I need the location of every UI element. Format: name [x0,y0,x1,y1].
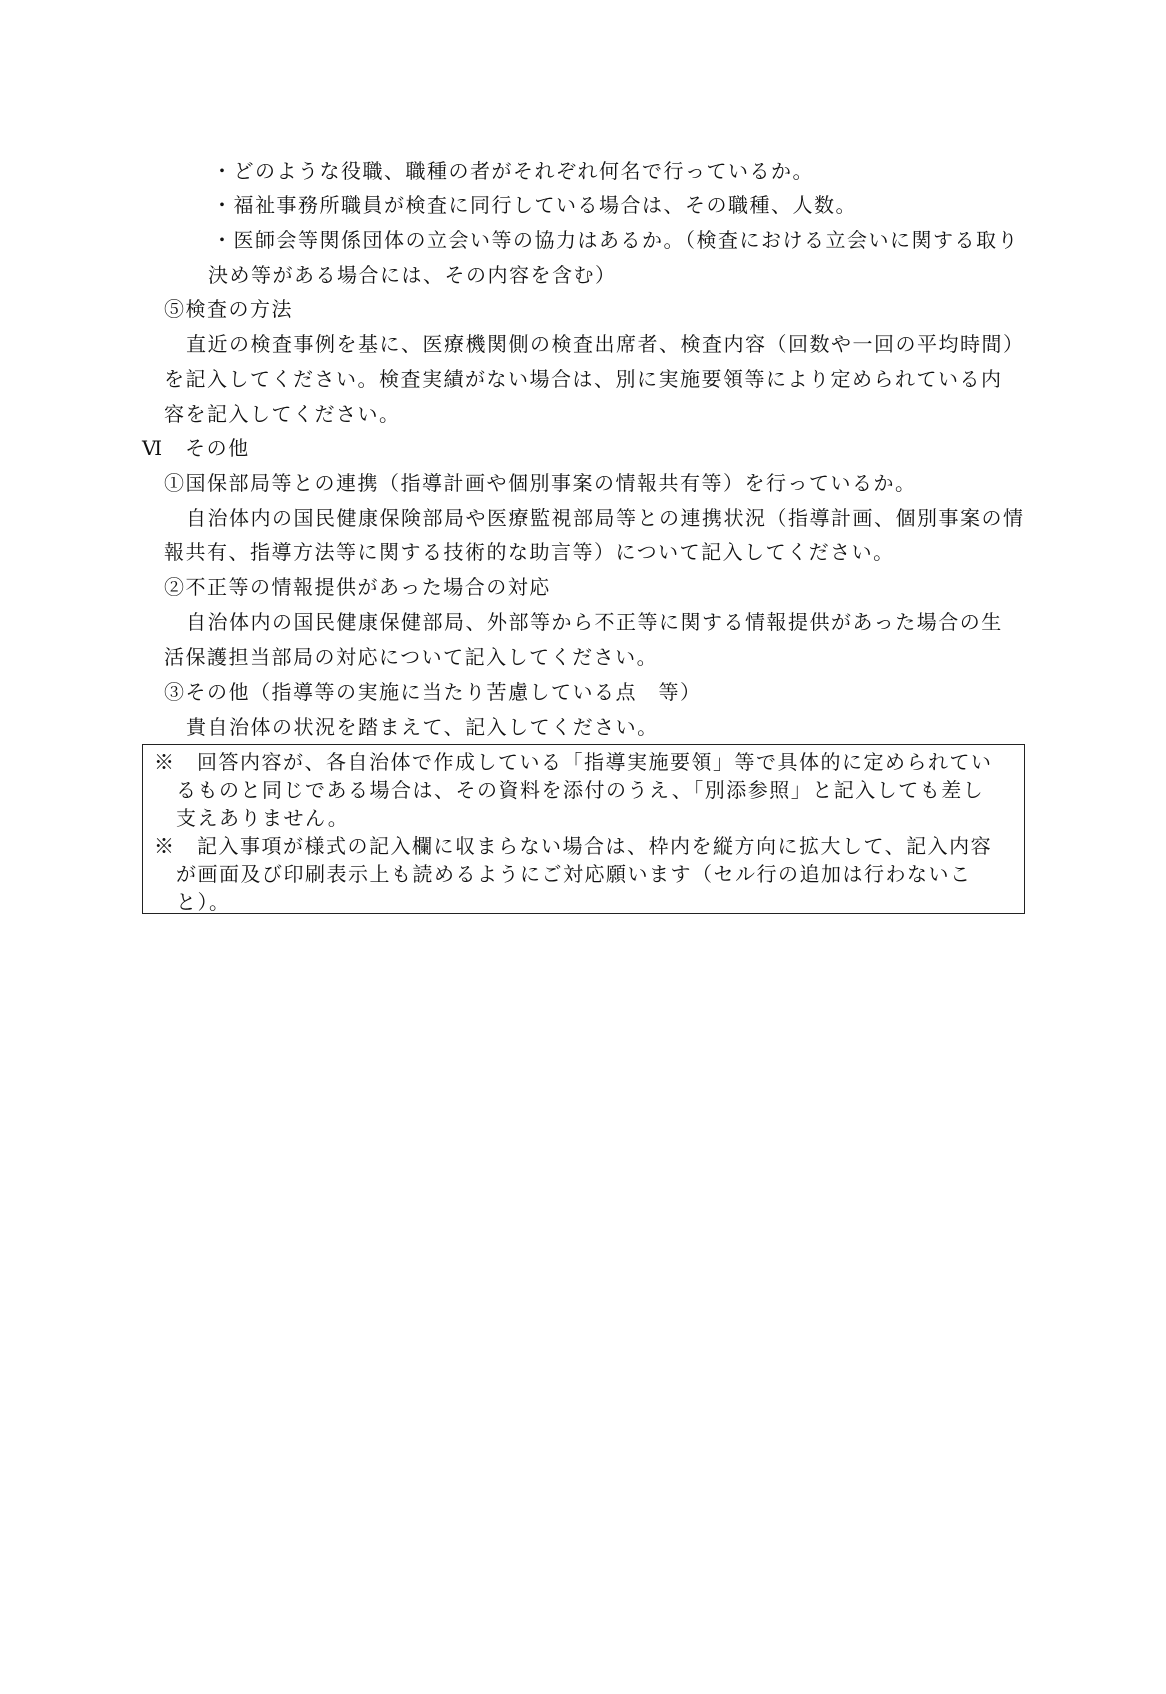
note2-line3: と）。 [176,890,231,914]
item3-heading: ③その他（指導等の実施に当たり苦慮している点 等） [164,680,702,704]
item3-text: 貴自治体の状況を踏まえて、記入してください。 [186,715,659,739]
note2-line1: ※ 記入事項が様式の記入欄に収まらない場合は、枠内を縦方向に拡大して、記入内容 [154,834,993,858]
item2-heading: ②不正等の情報提供があった場合の対応 [164,575,551,599]
item2-text-line2: 活保護担当部局の対応について記入してください。 [164,645,659,669]
item5-text-line3: 容を記入してください。 [164,402,401,426]
item1-heading: ①国保部局等との連携（指導計画や個別事案の情報共有等）を行っているか。 [164,471,917,495]
note1-line2: るものと同じである場合は、その資料を添付のうえ、「別添参照」と記入しても差し [176,778,985,802]
bullet-medical-association-line1: ・医師会等関係団体の立会い等の協力はあるか。（検査における立会いに関する取り [212,228,1019,252]
section6-heading: Ⅵ その他 [142,436,250,460]
note1-line3: 支えありません。 [176,806,350,830]
note1-line1: ※ 回答内容が、各自治体で作成している「指導実施要領」等で具体的に定められてい [154,750,993,774]
bullet-staff-composition: ・どのような役職、職種の者がそれぞれ何名で行っているか。 [212,159,814,183]
bullet-medical-association-line2: 決め等がある場合には、その内容を含む） [208,263,617,287]
bullet-welfare-staff: ・福祉事務所職員が検査に同行している場合は、その職種、人数。 [212,193,857,217]
item5-text-line1: 直近の検査事例を基に、医療機関側の検査出席者、検査内容（回数や一回の平均時間） [186,332,1025,356]
item1-text-line1: 自治体内の国民健康保険部局や医療監視部局等との連携状況（指導計画、個別事案の情 [186,506,1025,530]
item1-text-line2: 報共有、指導方法等に関する技術的な助言等）について記入してください。 [164,540,895,564]
item5-text-line2: を記入してください。検査実績がない場合は、別に実施要領等により定められている内 [164,367,1003,391]
item2-text-line1: 自治体内の国民健康保健部局、外部等から不正等に関する情報提供があった場合の生 [186,610,1003,634]
item5-heading: ⑤検査の方法 [164,297,293,321]
note2-line2: が画面及び印刷表示上も読めるようにご対応願います（セル行の追加は行わないこ [176,862,972,886]
